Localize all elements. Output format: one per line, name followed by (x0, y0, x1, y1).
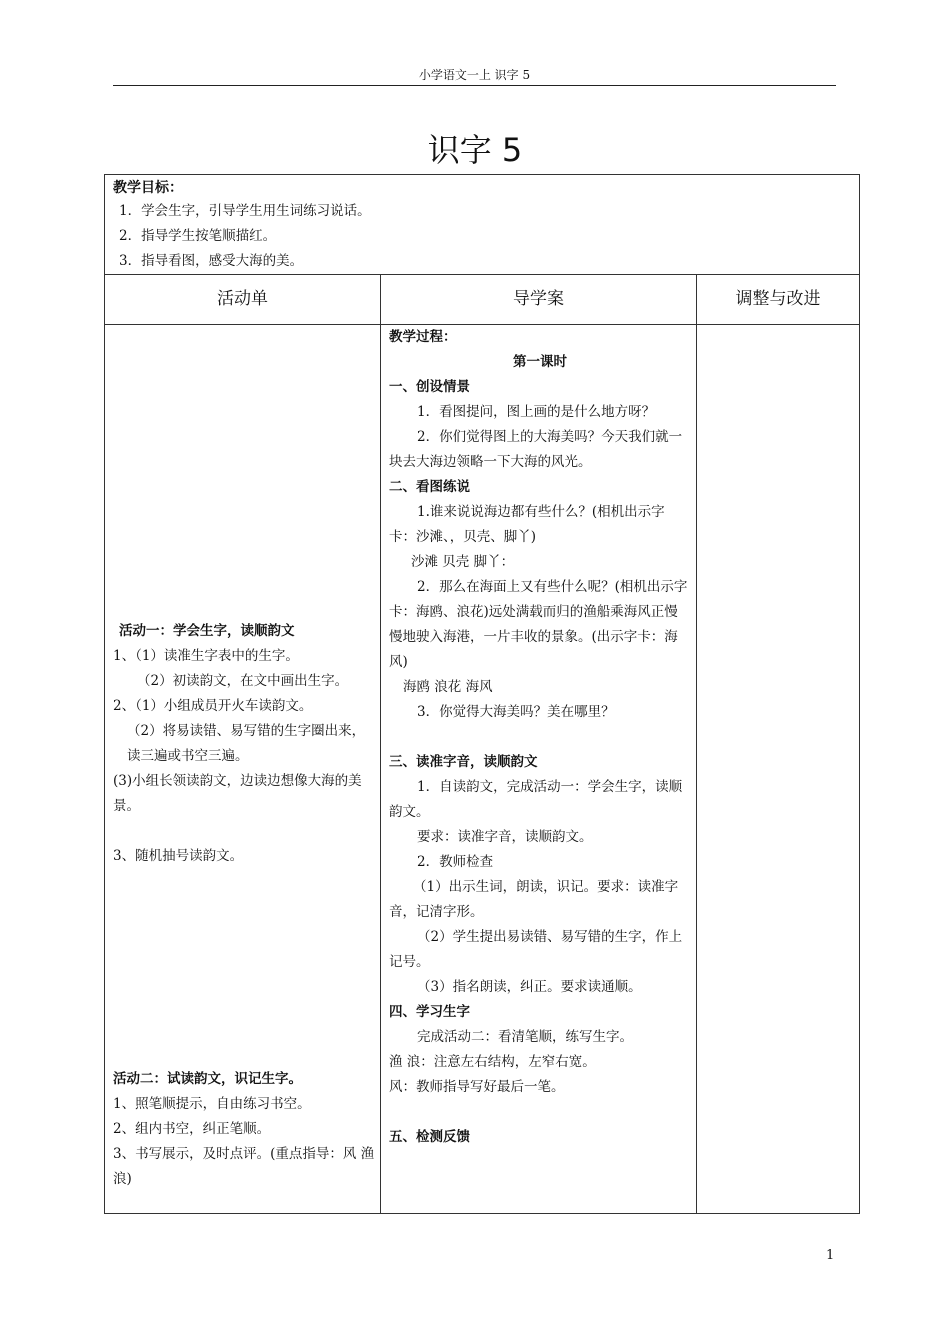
header-rule (113, 85, 836, 86)
guide-line: 2．教师检查 (417, 854, 494, 870)
guide-line: 2．你们觉得图上的大海美吗？今天我们就一块去大海边领略一下大海的风光。 (389, 429, 683, 470)
running-header: 小学语文一上 识字 5 (418, 68, 531, 82)
objective-item: 3．指导看图，感受大海的美。 (119, 253, 304, 269)
activity-line: 2、（1）小组成员开火车读韵文。 (113, 698, 313, 714)
activity-line: 2、组内书空，纠正笔顺。 (113, 1121, 271, 1137)
activity-two (113, 1067, 375, 1192)
lesson-heading: 第一课时 (513, 354, 567, 370)
objectives-cell (105, 175, 859, 275)
process-heading: 教学过程： (389, 329, 457, 345)
activity-line: (3)小组长领读韵文，边读边想像大海的美景。 (113, 773, 362, 814)
guide-line: 3．你觉得大海美吗？美在哪里？ (417, 704, 615, 720)
activity-line: （2）初读韵文，在文中画出生字。 (137, 673, 349, 689)
column-header-activities: 活动单 (217, 289, 268, 309)
objective-item: 1．学会生字，引导学生用生词练习说话。 (119, 203, 371, 219)
guide-line: （1）出示生词，朗读，识记。要求：读准字音，记清字形。 (389, 879, 679, 920)
guide-line: 1．自读韵文，完成活动一：学会生字，读顺韵文。 (389, 779, 683, 820)
word-cards: 海鸥 浪花 海风 (403, 679, 493, 695)
guide-line: 渔 浪：注意左右结构，左窄右宽。 (389, 1054, 596, 1070)
page-number: 1 (826, 1248, 835, 1263)
guide-line: 完成活动二：看清笔顺，练写生字。 (417, 1029, 633, 1045)
objectives-heading: 教学目标： (113, 180, 183, 196)
activity-line: 3、书写展示，及时点评。(重点指导：风 渔 浪) (113, 1146, 375, 1187)
guide-line: 要求：读准字音，读顺韵文。 (417, 829, 593, 845)
guide-line: 1.谁来说说海边都有些什么？(相机出示字卡：沙滩、，贝壳、脚丫) (389, 504, 665, 545)
column-divider (380, 275, 381, 1213)
activity-line: 1、照笔顺提示，自由练习书空。 (113, 1096, 311, 1112)
guide-line: 2．那么在海面上又有些什么呢？(相机出示字卡：海鸥、浪花)远处满载而归的渔船乘海风正慢慢地驶入海港，一片丰收的景象。(出示字卡：海风) (389, 579, 688, 670)
section-heading: 一、创设情景 (389, 379, 470, 395)
guide-content (389, 325, 691, 1150)
activity-one (113, 619, 375, 869)
section-heading: 三、读准字音，读顺韵文 (389, 754, 538, 770)
column-divider (696, 275, 697, 1213)
activity-line: 3、随机抽号读韵文。 (113, 848, 244, 864)
section-heading: 二、看图练说 (389, 479, 470, 495)
page-title: 识字 5 (427, 131, 523, 169)
activity-line: 1、（1）读准生字表中的生字。 (113, 648, 299, 664)
section-heading: 四、学习生字 (389, 1004, 470, 1020)
lesson-table (104, 174, 860, 1214)
word-cards: 沙滩 贝壳 脚丫： (411, 554, 515, 570)
guide-line: 1．看图提问，图上画的是什么地方呀？ (417, 404, 656, 420)
activity-line: （2）将易读错、易写错的生字圈出来，读三遍或书空三遍。 (127, 723, 366, 764)
objective-item: 2．指导学生按笔顺描红。 (119, 228, 277, 244)
column-header-adjust: 调整与改进 (735, 289, 821, 309)
guide-line: 风：教师指导写好最后一笔。 (389, 1079, 565, 1095)
guide-line: （3）指名朗读，纠正。要求读通顺。 (417, 979, 642, 995)
column-header-guide: 导学案 (513, 289, 564, 309)
section-heading: 五、检测反馈 (389, 1129, 470, 1145)
guide-line: （2）学生提出易读错、易写错的生字，作上记号。 (389, 929, 683, 970)
activity-one-title: 活动一：学会生字，读顺韵文 (119, 623, 295, 639)
activity-two-title: 活动二：试读韵文，识记生字。 (113, 1071, 302, 1087)
